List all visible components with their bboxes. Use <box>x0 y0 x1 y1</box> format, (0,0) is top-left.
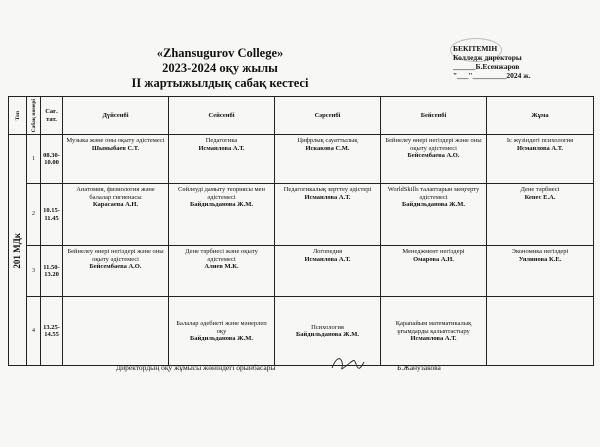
lesson-number: 3 <box>27 246 41 297</box>
header-group: Топ <box>9 97 27 135</box>
header-hours: Сағ. тат. <box>41 97 63 135</box>
lesson-number: 4 <box>27 297 41 366</box>
table-row <box>9 184 594 246</box>
group-cell <box>9 135 27 366</box>
table-header-row <box>9 97 594 135</box>
header-friday: Жұма <box>487 97 594 135</box>
table-row <box>9 135 594 184</box>
college-name: «Zhansugurov College» <box>156 46 284 60</box>
lesson-cell: Логопедия Исманлова А.Т. <box>275 246 381 297</box>
lesson-cell: Балалар әдебиеті және мәнерлеп оқу Байдильданова Ж.М. <box>169 297 275 366</box>
lesson-cell: WorldSkills талаптарын меңгерту әдістемесі Байдильданова Ж.М. <box>381 184 487 246</box>
lesson-cell: Бейнелеу өнері негіздері және оны оқыту әдістемесі Бейсембаева А.О. <box>63 246 169 297</box>
lesson-cell: Дене тәрбиесі Кенес Е.А. <box>487 184 594 246</box>
signature-icon <box>328 354 368 374</box>
approval-block <box>453 44 583 80</box>
lesson-time: 08.30-10.00 <box>41 135 63 184</box>
deputy-director-name: Б.Жанузакова <box>397 363 441 372</box>
deputy-director-title: Директордың оқу жұмысы жөніндегі орынбасары <box>116 363 276 372</box>
header-wednesday: Сәрсенбі <box>275 97 381 135</box>
lesson-cell: Музыка және оны оқыту әдістемесі Шыныбаев С.Т. <box>63 135 169 184</box>
academic-year: 2023-2024 оқу жылы <box>162 61 278 75</box>
approval-title: БЕКІТЕМІН <box>453 44 498 53</box>
header-lesson-number: Сабақ номері <box>27 97 41 135</box>
lesson-time: 13.25-14.55 <box>41 297 63 366</box>
approval-line-2: ______Б.Есенжаров <box>453 62 520 71</box>
lesson-cell: Анатомия, физиология және балалар гигиенасы Карасаева А.Н. <box>63 184 169 246</box>
lesson-cell: Педагогикалық зерттеу әдістері Исманлова А.Т. <box>275 184 381 246</box>
lesson-cell: Менеджмент негіздері Омарова А.Н. <box>381 246 487 297</box>
header-monday: Дүйсенбі <box>63 97 169 135</box>
lesson-cell: Сөйлеуді дамыту теориясы мен әдістемесі Байдильданова Ж.М. <box>169 184 275 246</box>
lesson-time: 10.15-11.45 <box>41 184 63 246</box>
approval-line-1: Колледж директоры <box>453 53 522 62</box>
lesson-cell: Экономика негіздері Уялинова К.Е. <box>487 246 594 297</box>
header-thursday: Бейсенбі <box>381 97 487 135</box>
lesson-cell <box>63 297 169 366</box>
lesson-time: 11.50-13.20 <box>41 246 63 297</box>
schedule-table <box>8 96 594 366</box>
lesson-number: 2 <box>27 184 41 246</box>
table-row <box>9 297 594 366</box>
schedule-subtitle: ІІ жартыжылдық сабақ кестесі <box>131 76 309 90</box>
lesson-cell: Іс жүзіндегі психология Исманлова А.Т. <box>487 135 594 184</box>
lesson-cell: Дене тәрбиесі және оқыту әдістемесі Алиев М.К. <box>169 246 275 297</box>
lesson-cell <box>487 297 594 366</box>
lesson-cell: Бейнелеу өнері негіздері және оны оқыту әдістемесі Бейсембаева А.О. <box>381 135 487 184</box>
lesson-cell: Психология Байдильданова Ж.М. <box>275 297 381 366</box>
approval-line-3: "___"_________2024 ж. <box>453 71 531 80</box>
lesson-cell: Педагогика Исманлова А.Т. <box>169 135 275 184</box>
table-row <box>9 246 594 297</box>
lesson-cell: Цифрлық сауаттылық Искакова С.М. <box>275 135 381 184</box>
header-tuesday: Сейсенбі <box>169 97 275 135</box>
lesson-number: 1 <box>27 135 41 184</box>
group-name: 201 МДк <box>11 232 22 269</box>
lesson-cell: Қарапайым математикалық ұғымдарды қалыптастыру Исманлова А.Т. <box>381 297 487 366</box>
